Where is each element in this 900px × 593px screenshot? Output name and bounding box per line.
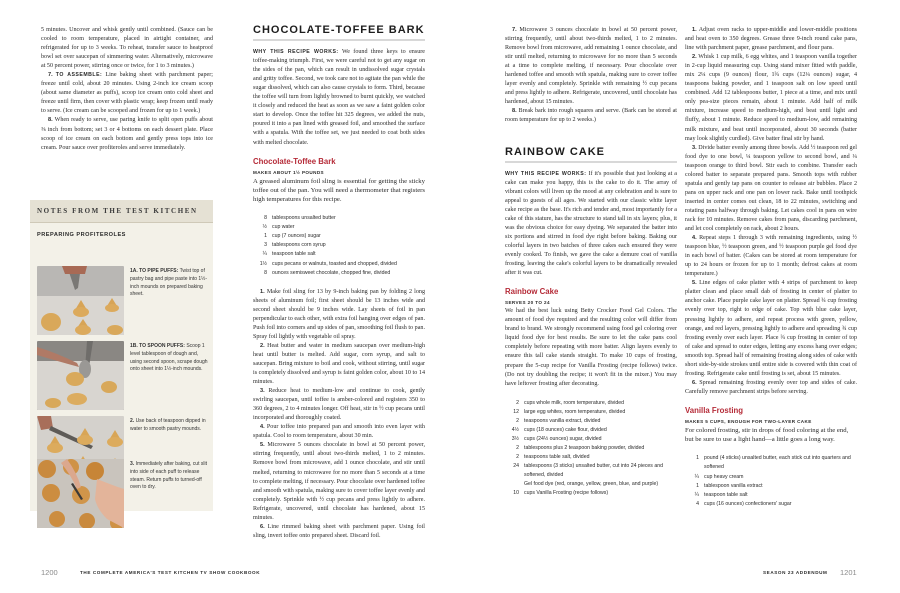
recipe-intro: A greased aluminum foil sling is essential for getting the sticky toffee out of the pan. You will need a thermometer that registers high temperatures for this recipe. bbox=[253, 177, 425, 204]
ingredient-text: tablespoons unsalted butter bbox=[272, 215, 336, 222]
step-number: 2. bbox=[692, 54, 697, 61]
ingredient-qty: 12 bbox=[513, 408, 519, 415]
step-number: 6. bbox=[260, 523, 265, 530]
ingredient-qty: 4½ bbox=[511, 426, 519, 433]
ingredient-list bbox=[253, 214, 425, 277]
recipe-yield: MAKES 5 CUPS, ENOUGH FOR TWO-LAYER CAKE bbox=[685, 418, 812, 424]
step-text: Line rimmed baking sheet with parchment paper. Using foil sling, invert toffee onto prepared sheet. Discard foil. bbox=[253, 523, 425, 539]
ingredient-item bbox=[685, 454, 857, 472]
caption-text: Use back of teaspoon dipped in water to smooth pastry mounds. bbox=[130, 418, 206, 432]
step-number: 7. bbox=[48, 72, 53, 79]
ingredient-text: tablespoons plus 2 teaspoon baking powder, divided bbox=[524, 444, 645, 451]
step-number: 4. bbox=[260, 424, 265, 431]
recipe-yield: MAKES ABOUT 1½ POUNDS bbox=[253, 169, 325, 175]
ingredient-qty: 10 bbox=[513, 490, 519, 497]
recipe-step bbox=[505, 107, 677, 125]
ingredient-qty: ¼ bbox=[694, 473, 699, 480]
ingredient-text: cups Vanilla Frosting (recipe follows) bbox=[524, 490, 609, 497]
ingredient-item bbox=[253, 241, 425, 250]
recipe-section-title: RAINBOW CAKE bbox=[505, 148, 677, 163]
step-text: Adjust oven racks to upper-middle and lower-middle positions and heat oven to 350 degrees. Grease three 9-inch round cake pans, line with parchment paper, grease parchment, and flour pans. bbox=[685, 27, 857, 52]
recipe-step bbox=[685, 144, 857, 234]
step-text: Microwave 5 ounces chocolate in bowl at 50 percent power, stirring frequently, until about two-thirds melted, 1 to 2 minutes. Remove bowl from microwave, add 1 ounce chocolate, and stir until melted, returning to microwave for no more than 5 seconds at a time to complete melting, if necessary. Pour chocolate over hardened toffee and smooth with spatula, making sure to cover toffee layer evenly and completely. Sprinkle with ½ cup pecans and press lightly to adhere. Refrigerate, uncovered, until chocolate has hardened, about 15 minutes. bbox=[253, 442, 425, 521]
ingredient-text: cups pecans or walnuts, toasted and chopped, divided bbox=[272, 260, 397, 267]
step-text: Pour toffee into prepared pan and smooth into even layer with spatula. Cool to room temperature, about 30 min. bbox=[253, 424, 425, 440]
notes-step-caption bbox=[130, 418, 210, 434]
ingredient-text: cup (7 ounces) sugar bbox=[272, 233, 321, 240]
ingredient-list bbox=[505, 399, 677, 499]
step-number: 3. bbox=[692, 144, 697, 151]
ingredient-item bbox=[505, 435, 677, 444]
ingredient-item bbox=[505, 453, 677, 462]
caption-text: Twist top of pastry bag and pipe paste into 1½-inch mounds on prepared baking sheet. bbox=[130, 268, 207, 298]
ingredient-text: cup water bbox=[272, 224, 295, 231]
why-label: WHY THIS RECIPE WORKS: bbox=[253, 49, 339, 56]
spooning-dough-photo bbox=[37, 341, 124, 410]
ingredient-qty: 2 bbox=[516, 417, 519, 424]
recipe-title: Rainbow Cake bbox=[505, 287, 559, 297]
step-number: 8. bbox=[48, 117, 53, 124]
ingredient-qty bbox=[505, 480, 524, 489]
recipe-step bbox=[253, 387, 425, 423]
recipe-step bbox=[685, 53, 857, 143]
why-this-recipe-works bbox=[505, 170, 677, 279]
recipe-intro: For colored frosting, stir in drops of food coloring at the end, but be sure to use a light hand—a little goes a long way. bbox=[685, 427, 849, 444]
ingredient-qty: ½ bbox=[262, 224, 267, 231]
caption-text: Immediately after baking, cut slit into side of each puff to release steam. Return puffs to turned-off oven to dry. bbox=[130, 461, 207, 491]
ingredient-text: large egg whites, room temperature, divided bbox=[524, 408, 626, 415]
notes-step-caption bbox=[130, 343, 210, 374]
ingredient-qty: 8 bbox=[264, 269, 267, 276]
ingredient-item bbox=[253, 232, 425, 241]
step-text: Line baking sheet with parchment paper; freeze until cold, about 20 minutes. Using 2-inch ice cream scoop (about same diameter as puffs), scoop ice cream onto cold sheet and freeze until firm, then cover with plastic wrap; keep frozen until ready to serve. (Ice cream can be scooped and frozen for up to 1 week.) bbox=[41, 72, 213, 115]
step-number: 1. bbox=[692, 27, 697, 33]
section-title-footer: SEASON 23 ADDENDUM bbox=[763, 570, 828, 575]
notes-step-caption bbox=[130, 461, 210, 492]
caption-label: 1B. TO SPOON PUFFS: bbox=[130, 343, 185, 349]
step-text: Make foil sling for 13 by 9-inch baking pan by folding 2 long sheets of aluminum foil; first sheet should be 13 inches wide and second sheet should be 9 inches wide. Lay sheets of foil in pan perpendicular to each other, with extra foil hanging over edges of pan. Push foil into corners and up sides of pan, smoothing foil flush to pan. Spray foil lightly with vegetable oil spray. bbox=[253, 288, 425, 340]
left-column-2 bbox=[253, 26, 425, 541]
ingredient-item bbox=[505, 444, 677, 453]
ingredient-qty: 3½ bbox=[511, 435, 519, 442]
ingredient-qty: 1 bbox=[696, 482, 699, 489]
recipe-yield: SERVES 20 TO 24 bbox=[505, 300, 550, 306]
ingredient-item bbox=[685, 491, 857, 500]
ingredient-item bbox=[685, 482, 857, 491]
caption-label: 2. bbox=[130, 418, 135, 424]
recipe-step bbox=[685, 234, 857, 279]
recipe-step bbox=[253, 441, 425, 522]
step-number: 6. bbox=[692, 379, 697, 386]
step-number: 5. bbox=[692, 280, 697, 287]
book-title-footer: THE COMPLETE AMERICA'S TEST KITCHEN TV SHOW COOKBOOK bbox=[80, 570, 261, 575]
caption-text: Scoop 1 level tablespoon of dough and, using second spoon, scrape dough onto sheet into 1½-inch mounds. bbox=[130, 343, 208, 373]
ingredient-item bbox=[253, 250, 425, 259]
recipe-step bbox=[253, 423, 425, 441]
step-text: Microwave 3 ounces chocolate in bowl at 50 percent power, stirring frequently, until about two-thirds melted, 1 to 2 minutes. Remove bowl from microwave, add remaining 1 ounce chocolate, and stir until melted, returning to microwave for no more than 5 seconds at a time to complete melting, if necessary. Pour chocolate over hardened toffee and smooth with spatula, making sure to cover toffee layer evenly and completely. Sprinkle with remaining ½ cup pecans and press lightly to adhere. Refrigerate, uncovered, until chocolate has hardened, about 15 minutes. bbox=[505, 27, 677, 106]
recipe-step bbox=[253, 342, 425, 387]
ingredient-text: tablespoons corn syrup bbox=[272, 242, 326, 249]
notes-box-title: NOTES FROM THE TEST KITCHEN bbox=[30, 200, 213, 223]
ingredient-item bbox=[253, 269, 425, 278]
ingredient-qty: ¼ bbox=[694, 491, 699, 498]
ingredient-qty: 8 bbox=[264, 215, 267, 222]
step-text: Divide batter evenly among three bowls. Add ½ teaspoon red gel food dye to one bowl, ¼ teaspoon yellow to second bowl, and ¼ teaspoon orange to third bowl. Stir each to combine. Transfer each colored batter to separate prepared pans. Smooth tops with rubber spatula and gently tap pans on counter to release air bubbles. Place 2 pans on upper rack and one pan on lower rack. Bake until toothpick inserted in center comes out clean, 18 to 22 minutes, switching and rotating pans halfway through baking. Let cakes cool in pans on wire rack for 10 minutes. Remove cakes from pans, discarding parchment, and let cool completely on rack, about 2 hours. bbox=[685, 144, 857, 233]
caption-label: 1A. TO PIPE PUFFS: bbox=[130, 268, 179, 274]
ingredient-item bbox=[505, 489, 677, 498]
recipe-step bbox=[505, 26, 677, 107]
recipe-step bbox=[685, 279, 857, 379]
ingredient-qty: 4 bbox=[696, 500, 699, 507]
right-column-2 bbox=[685, 26, 857, 519]
ingredient-qty: ¼ bbox=[262, 251, 267, 258]
cutting-puffs-photo bbox=[37, 459, 124, 528]
continued-paragraph: 5 minutes. Uncover and whisk gently until combined. (Sauce can be cooled to room temperature, placed in airtight container, and refrigerated for up to 3 weeks. To reheat, transfer sauce to heatproof bowl set over saucepan of simmering water. Alternatively, microwave at 50 percent power, stirring once or twice, for 1 to 3 minutes.) bbox=[41, 27, 213, 70]
step-label: TO ASSEMBLE: bbox=[55, 72, 103, 79]
ingredient-qty: 1½ bbox=[259, 260, 267, 267]
step-number: 8. bbox=[512, 108, 517, 115]
step-number: 5. bbox=[260, 442, 265, 449]
step-text: Reduce heat to medium-low and continue to cook, gently swirling saucepan, until toffee is amber-colored and registers 350 to 360 degrees, 2 to 4 minutes longer. Off heat, stir in ½ cup pecans until incorporated and thoroughly coated. bbox=[253, 388, 425, 422]
step-text: Spread remaining frosting evenly over top and sides of cake. Carefully remove parchment strips before serving. bbox=[685, 379, 857, 395]
ingredient-text: teaspoons table salt, divided bbox=[524, 453, 590, 460]
ingredient-text: teaspoon table salt bbox=[272, 251, 316, 258]
step-text: Whisk 1 cup milk, 6 egg whites, and 1 teaspoon vanilla together in 2-cup liquid measuring cup. Using stand mixer fitted with paddle, mix 2¼ cups (9 ounces) flour, 1¾ cups (12¼ ounces) sugar, 4 teaspoons baking powder, and 1 teaspoon salt on low speed until combined. Add 12 tablespoons butter, 1 piece at a time, and mix until only pea-size pieces remain, about 1 minute. Add half of milk mixture, increase speed to medium-high, and beat until light and fluffy, about 1 minute. Reduce speed to medium-low, add remaining milk mixture, and beat until incorporated, about 30 seconds (batter may look slightly curdled). Give batter final stir by hand. bbox=[685, 54, 858, 142]
recipe-step bbox=[253, 288, 425, 342]
recipe-step bbox=[685, 26, 857, 53]
recipe-section-title: CHOCOLATE-TOFFEE BARK bbox=[253, 26, 425, 41]
ingredient-qty: 2 bbox=[516, 444, 519, 451]
piping-dough-photo bbox=[37, 266, 124, 335]
right-page-number: 1201 bbox=[840, 568, 857, 577]
assemble-step bbox=[41, 71, 213, 116]
ingredient-text: cups (16 ounces) confectioners' sugar bbox=[704, 500, 792, 507]
right-column-1 bbox=[505, 26, 677, 508]
ingredient-text: Gel food dye (red, orange, yellow, green, blue, and purple) bbox=[524, 481, 659, 488]
ingredient-text: cups whole milk, room temperature, divided bbox=[524, 399, 625, 406]
ingredient-qty: 2 bbox=[516, 399, 519, 406]
ingredient-qty: 2 bbox=[516, 453, 519, 460]
ingredient-item bbox=[253, 214, 425, 223]
recipe-intro: We had the best luck using Betty Crocker Food Gel Colors. The amount of food dye required and the resulting color will differ from brand to brand. We strongly recommend using food gel coloring over liquid food dye for best results. Be sure to let the cake pans cool completely before repeating with more batter. Align layers evenly to ensure this tall cake stands straight. To make 10 cups of frosting, prepare the 5-cup recipe for Vanilla Frosting (recipe follows) twice. (Do not try doubling the recipe; it won't fit in the mixer.) You may have leftover frosting after decorating. bbox=[505, 308, 677, 387]
ingredient-item bbox=[505, 399, 677, 408]
ingredient-item bbox=[505, 462, 677, 480]
ingredient-text: tablespoon vanilla extract bbox=[704, 482, 763, 489]
ingredient-list bbox=[685, 454, 857, 508]
recipe-title: Chocolate-Toffee Bark bbox=[253, 156, 336, 166]
ingredient-text: ounces semisweet chocolate, chopped fine, divided bbox=[272, 269, 391, 276]
step-number: 4. bbox=[692, 235, 697, 242]
ingredient-item bbox=[253, 260, 425, 269]
ingredient-text: cup heavy cream bbox=[704, 473, 744, 480]
ingredient-qty: 1 bbox=[264, 233, 267, 240]
recipe-step bbox=[685, 379, 857, 397]
ingredient-text: teaspoon table salt bbox=[704, 491, 748, 498]
step-number: 7. bbox=[512, 27, 517, 33]
why-text: We found three keys to ensure toffee-making triumph. First, we were careful not to get any sugar on the sides of the pan, which can result in undissolved sugar crystals and gritty toffee. Second, we took care not to agitate the pan while the sugar dissolved, which can also cause crystals to form. Third, because the toffee will turn from lightly browned to burnt quickly, we watched it closely and reduced the heat as soon as we saw a faint golden color start to develop. Once the toffee hit 325 degrees, we added the nuts, poured it into a pan lined with greased foil, and smoothed the surface with a spatula. With the toffee set, we just needed to coat both sides with melted chocolate. bbox=[253, 49, 426, 146]
ingredient-item bbox=[685, 500, 857, 509]
ingredient-item bbox=[505, 408, 677, 417]
step-number: 2. bbox=[260, 342, 265, 349]
serve-step bbox=[41, 116, 213, 152]
left-page-number: 1200 bbox=[41, 568, 58, 577]
ingredient-item bbox=[505, 417, 677, 426]
ingredient-text: cups (24½ ounces) sugar, divided bbox=[524, 435, 602, 442]
ingredient-qty: 3 bbox=[264, 242, 267, 249]
step-text: Line edges of cake platter with 4 strips of parchment to keep platter clean and place small dab of frosting in center of platter to anchor cake. Place purple cake layer on platter. Spread ¾ cup frosting evenly over top, right to edge of cake. Top with blue cake layer, pressing lightly to adhere, and repeat process with green, yellow, orange, and red layers, pressing lightly to adhere and spreading ¾ cup frosting evenly over each layer. Place ¾ cup frosting in center of top of cake and spread to outer edges, letting any excess hang over edges; smooth top. Spread half of remaining frosting along sides of cake with short side-by-side strokes until entire side is covered with thin coat of frosting. Refrigerate cake until frosting is set, about 15 minutes. bbox=[685, 280, 857, 377]
notes-step-caption bbox=[130, 268, 210, 299]
recipe-title: Vanilla Frosting bbox=[685, 405, 744, 415]
step-text: Repeat steps 1 through 3 with remaining ingredients, using ½ teaspoon blue, ½ teaspoon green, and ½ teaspoon purple gel food dye in each bowl of batter. (Cakes can be stored at room temperature for up to 24 hours or frozen for up to 1 month; defrost cakes at room temperature.) bbox=[685, 235, 857, 278]
why-this-recipe-works bbox=[253, 48, 425, 148]
ingredient-text: teaspoons vanilla extract, divided bbox=[524, 417, 601, 424]
step-text: Break bark into rough squares and serve. (Bark can be stored at room temperature for up to 2 weeks.) bbox=[505, 108, 677, 124]
recipe-step bbox=[253, 523, 425, 541]
ingredient-item bbox=[253, 223, 425, 232]
step-number: 3. bbox=[260, 388, 265, 395]
left-column-1 bbox=[41, 26, 213, 153]
why-text: If it's possible that just looking at a cake can make you happy, this is the cake to do it. The array of vibrant colors will liven up the mood at any celebration and is sure to appeal to guests of all ages. We started with our classic white layer cake recipe as the base. It's rich and tender and, most importantly for a cake of this stature, has the structure to stand tall in six layers; plus, it was the obvious choice for easy dyeing. We separated the batter into six portions and stirred in food dye right before baking. Baking our colorful layers in two batches of three cakes each ensured they were evenly cooked. To finish, we gave the cake a demure coat of vanilla frosting, leaving the cake's colorful layers to be dramatically revealed after it was cut. bbox=[505, 170, 677, 277]
step-number: 1. bbox=[260, 288, 265, 295]
ingredient-text: cups (18 ounces) cake flour, divided bbox=[524, 426, 607, 433]
step-text: Heat butter and water in medium saucepan over medium-high heat until butter is melted. Add sugar, corn syrup, and salt to saucepan. Bring mixture to boil and cook, without stirring, until sugar is completely dissolved and syrup is faint golden color, about 10 to 14 minutes. bbox=[253, 342, 425, 386]
ingredient-item bbox=[505, 426, 677, 435]
notes-box-subtitle: PREPARING PROFITEROLES bbox=[37, 232, 126, 238]
ingredient-item bbox=[505, 480, 677, 489]
step-text: When ready to serve, use paring knife to split open puffs about ⅜ inch from bottom; set 3 or 4 bottoms on each dessert plate. Place scoop of ice cream on each bottom and gently press tops into ice cream. Pour sauce over profiteroles and serve immediately. bbox=[41, 117, 213, 151]
caption-label: 3. bbox=[130, 461, 135, 467]
ingredient-text: tablespoons (3 sticks) unsalted butter, cut into 24 pieces and softened, divided bbox=[524, 462, 663, 479]
why-label: WHY THIS RECIPE WORKS: bbox=[505, 170, 587, 177]
ingredient-qty: 24 bbox=[513, 462, 519, 469]
ingredient-item bbox=[685, 473, 857, 482]
ingredient-qty: 1 bbox=[696, 455, 699, 462]
ingredient-text: pound (4 sticks) unsalted butter, each stick cut into quarters and softened bbox=[704, 455, 851, 471]
